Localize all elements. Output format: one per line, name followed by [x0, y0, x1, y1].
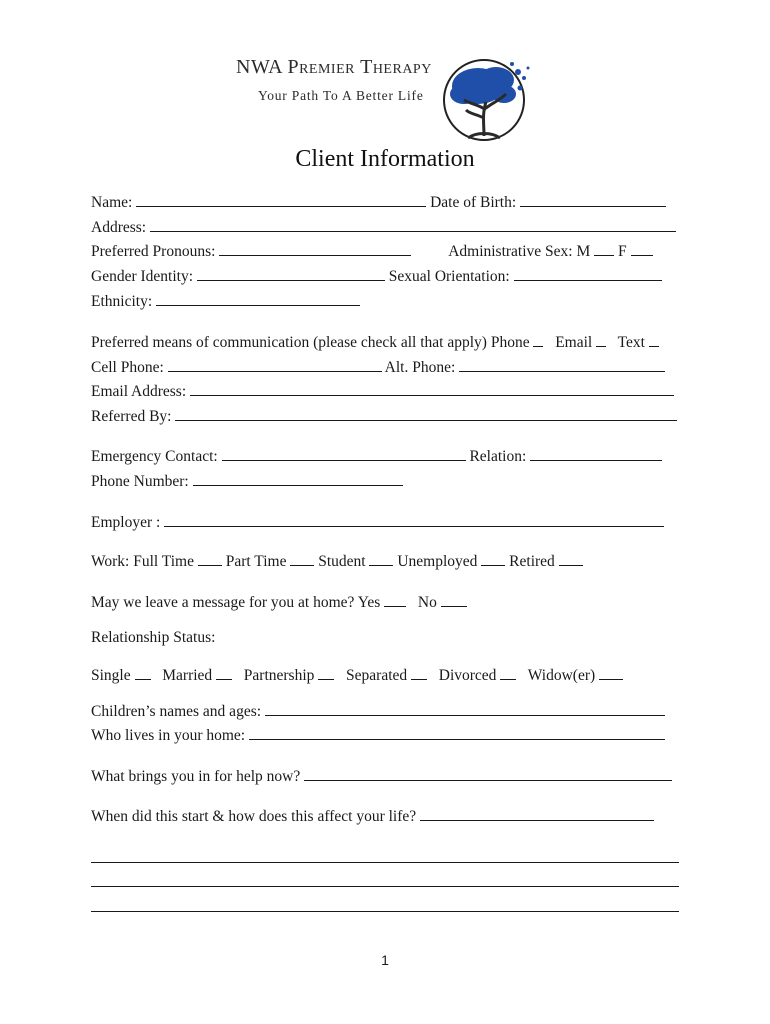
- who-lives-field[interactable]: [249, 725, 665, 740]
- work-retired-check[interactable]: [559, 551, 583, 566]
- children-field[interactable]: [265, 701, 665, 716]
- pronouns-label: Preferred Pronouns:: [91, 243, 216, 260]
- email-row: [91, 381, 674, 402]
- address-label: Address:: [91, 219, 147, 236]
- referred-by-label: Referred By:: [91, 408, 172, 425]
- rel-widow-label: Widow(er): [527, 667, 596, 684]
- rel-partnership-check[interactable]: [318, 665, 334, 680]
- message-yes-check[interactable]: [384, 592, 406, 607]
- work-unemployed-label: Unemployed: [397, 553, 478, 570]
- phone-row: [91, 357, 665, 378]
- name-row: [91, 192, 666, 213]
- work-parttime-check[interactable]: [290, 551, 314, 566]
- emergency-row: [91, 446, 662, 467]
- brand-prefix: NWA: [236, 56, 282, 78]
- work-row: [91, 551, 583, 572]
- gender-row: [91, 266, 662, 287]
- children-label: Children’s names and ages:: [91, 703, 262, 720]
- phone-number-label: Phone Number:: [91, 473, 189, 490]
- name-field[interactable]: [136, 192, 426, 207]
- brand-title: Premier Therapy: [287, 56, 432, 78]
- admin-sex-label: Administrative Sex: M: [448, 243, 591, 260]
- rel-divorced-check[interactable]: [500, 665, 516, 680]
- work-parttime-label: Part Time: [225, 553, 287, 570]
- email-label: Email Address:: [91, 383, 187, 400]
- page-title: Client Information: [295, 146, 475, 172]
- work-fulltime-check[interactable]: [198, 551, 222, 566]
- rel-single-label: Single: [91, 667, 131, 684]
- address-field[interactable]: [150, 217, 676, 232]
- employer-row: [91, 512, 664, 533]
- rel-married-label: Married: [162, 667, 213, 684]
- employer-field[interactable]: [164, 512, 664, 527]
- work-retired-label: Retired: [509, 553, 555, 570]
- communication-row: [91, 332, 659, 353]
- message-no-check[interactable]: [441, 592, 467, 607]
- when-start-label: When did this start & how does this affect your life?: [91, 808, 417, 825]
- work-fulltime-label: Work: Full Time: [91, 553, 194, 570]
- address-row: [91, 217, 676, 238]
- gender-identity-field[interactable]: [197, 266, 385, 281]
- emergency-contact-field[interactable]: [222, 446, 466, 461]
- referred-row: [91, 406, 677, 427]
- what-brings-label: What brings you in for help now?: [91, 768, 301, 785]
- answer-line-1[interactable]: [91, 862, 679, 863]
- rel-married-check[interactable]: [216, 665, 232, 680]
- comm-text-label: Text: [617, 334, 645, 351]
- relation-field[interactable]: [530, 446, 662, 461]
- relationship-options-row: [91, 665, 623, 686]
- sexual-orientation-field[interactable]: [514, 266, 662, 281]
- when-start-row: [91, 806, 654, 827]
- sex-f-field[interactable]: [631, 241, 653, 256]
- answer-line-3[interactable]: [91, 911, 679, 912]
- message-no-label: No: [417, 594, 437, 611]
- ethnicity-field[interactable]: [156, 291, 360, 306]
- relationship-status-row: [91, 628, 215, 648]
- rel-partnership-label: Partnership: [243, 667, 315, 684]
- relation-label: Relation:: [469, 448, 527, 465]
- cell-phone-label: Cell Phone:: [91, 359, 164, 376]
- answer-line-2[interactable]: [91, 886, 679, 887]
- referred-by-field[interactable]: [175, 406, 677, 421]
- rel-single-check[interactable]: [135, 665, 151, 680]
- who-lives-label: Who lives in your home:: [91, 727, 246, 744]
- sex-m-field[interactable]: [594, 241, 614, 256]
- phone-number-field[interactable]: [193, 471, 403, 486]
- children-row: [91, 701, 665, 722]
- rel-divorced-label: Divorced: [438, 667, 497, 684]
- tagline: Your Path To A Better Life: [258, 88, 424, 103]
- message-label: May we leave a message for you at home? Yes: [91, 594, 381, 611]
- dob-field[interactable]: [520, 192, 666, 207]
- what-brings-row: [91, 766, 672, 787]
- work-student-label: Student: [318, 553, 366, 570]
- header: [230, 44, 550, 144]
- comm-email-label: Email: [555, 334, 593, 351]
- relationship-status-label: Relationship Status:: [91, 629, 216, 646]
- email-field[interactable]: [190, 381, 674, 396]
- ethnicity-label: Ethnicity:: [91, 293, 153, 310]
- alt-phone-field[interactable]: [459, 357, 665, 372]
- dob-label: Date of Birth:: [430, 194, 517, 211]
- work-unemployed-check[interactable]: [481, 551, 505, 566]
- rel-widow-check[interactable]: [599, 665, 623, 680]
- comm-email-check[interactable]: [596, 332, 606, 347]
- pronouns-field[interactable]: [219, 241, 411, 256]
- sex-f-label: F: [618, 243, 627, 260]
- alt-phone-label: Alt. Phone:: [384, 359, 456, 376]
- when-start-field[interactable]: [420, 806, 654, 821]
- comm-phone-check[interactable]: [533, 332, 543, 347]
- employer-label: Employer :: [91, 514, 161, 531]
- comm-text-check[interactable]: [649, 332, 659, 347]
- ethnicity-row: [91, 291, 360, 312]
- communication-label: Preferred means of communication (please check all that apply) Phone: [91, 334, 530, 351]
- cell-phone-field[interactable]: [168, 357, 382, 372]
- rel-separated-check[interactable]: [411, 665, 427, 680]
- tree-in-circle-icon: [440, 48, 536, 148]
- work-student-check[interactable]: [369, 551, 393, 566]
- what-brings-field[interactable]: [304, 766, 672, 781]
- message-row: [91, 592, 467, 613]
- page-number: 1: [381, 952, 389, 968]
- brand-name: [236, 56, 432, 79]
- gender-identity-label: Gender Identity:: [91, 268, 194, 285]
- rel-separated-label: Separated: [346, 667, 408, 684]
- sexual-orientation-label: Sexual Orientation:: [388, 268, 510, 285]
- who-lives-row: [91, 725, 665, 746]
- phone-number-row: [91, 471, 403, 492]
- pronouns-row: [91, 241, 653, 262]
- name-label: Name:: [91, 194, 133, 211]
- emergency-contact-label: Emergency Contact:: [91, 448, 218, 465]
